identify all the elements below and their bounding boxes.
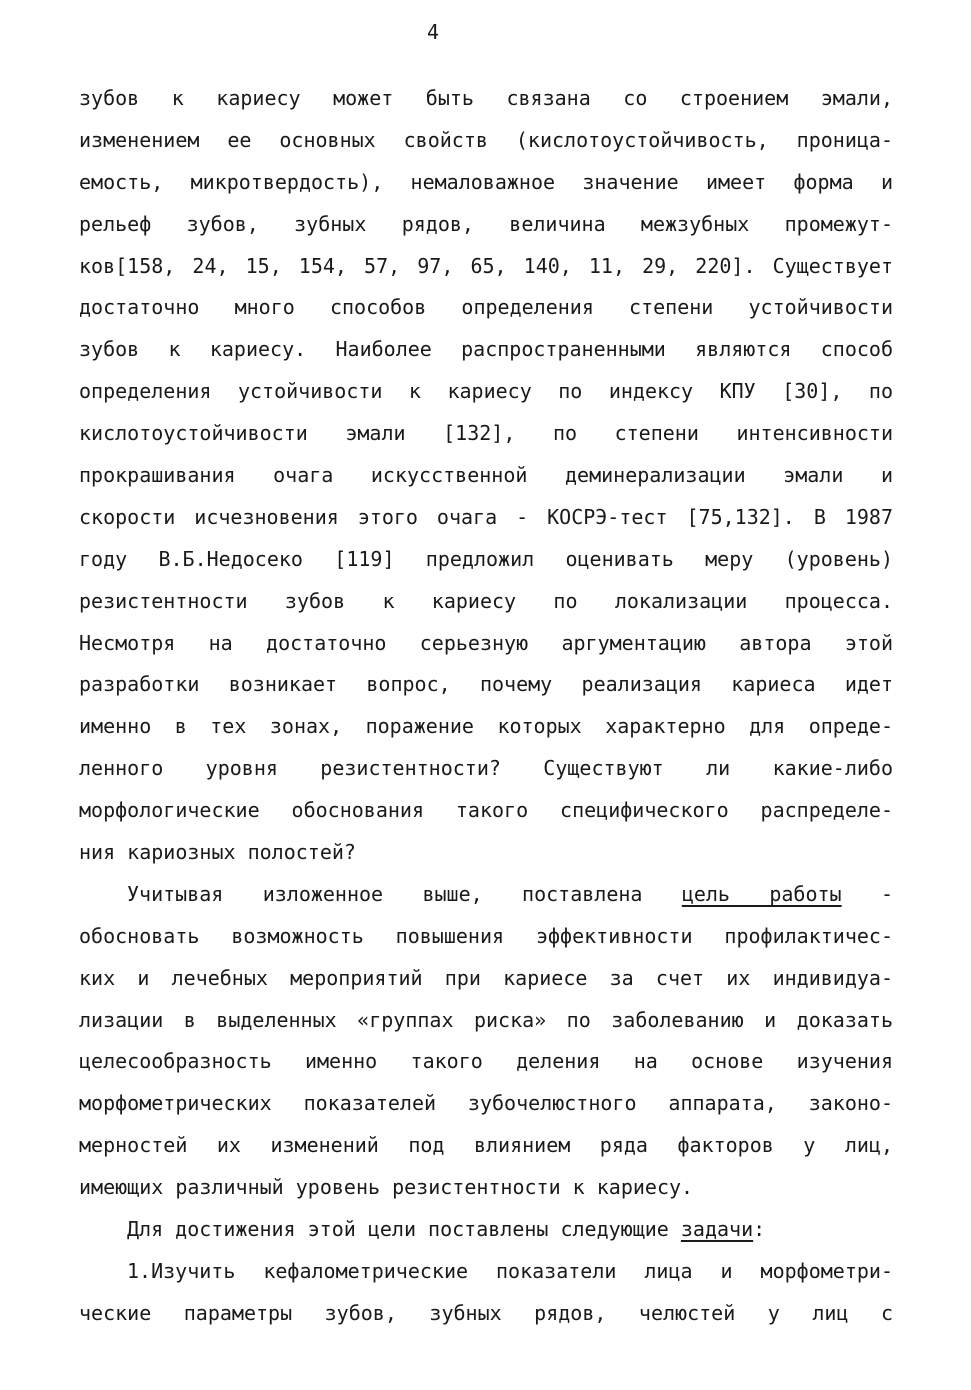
text-line: разработки возникает вопрос, почему реализация кариеса идет [79,672,893,697]
goal-paragraph-first-line [79,874,893,916]
tasks-intro [79,1209,893,1251]
text-line: ков[158, 24, 15, 154, 57, 97, 65, 140, 11, 29, 220]. Существует [79,253,893,278]
text-line: именно в тех зонах, поражение которых характерно для опреде- [79,714,893,739]
text-line: определения устойчивости к кариесу по индексу КПУ [30], по [79,379,893,404]
tasks-lead-text: Для достижения этой цели поставлены следующие [127,1217,681,1242]
text-line: прокрашивания очага искусственной деминерализации эмали и [79,463,893,488]
text-line: зубов к кариесу может быть связана со строением эмали, [79,86,893,110]
text-line: ленного уровня резистентности? Существуют ли какие-либо [79,756,893,781]
text-line: ких и лечебных мероприятий при кариесе за счет их индивидуа- [79,965,893,990]
body-text [79,78,893,1335]
text-line: мерностей их изменений под влиянием ряда факторов у лиц, [79,1133,893,1158]
text-line: достаточно много способов определения степени устойчивости [79,295,893,320]
tasks-term: задачи [680,1217,754,1242]
goal-lead-text: Учитывая изложенное выше, поставлена [127,881,643,906]
text-line: Несмотря на достаточно серьезную аргументацию автора этой [79,630,893,655]
text-line: резистентности зубов к кариесу по локализации процесса. [79,588,893,613]
task-item-1: 1.Изучить кефалометрические показатели лица и морфометри- [127,1258,893,1283]
text-line: морфологические обоснования такого специфического распределе- [79,798,893,823]
text-line: ния кариозных полостей? [79,840,356,865]
text-line: скорости исчезновения этого очага - КОСРЭ-тест [75,132]. В 1987 [79,504,893,529]
goal-dash: - [880,881,893,906]
text-line: емость, микротвердость), немаловажное значение имеет форма и [79,169,893,194]
text-line: рельеф зубов, зубных рядов, величина межзубных промежут- [79,211,893,236]
text-line: целесообразность именно такого деления на основе изучения [79,1049,893,1074]
text-line: изменением ее основных свойств (кислотоустойчивость, проница- [79,127,893,152]
tasks-colon: : [753,1217,766,1242]
page-number: 4 [426,20,440,44]
text-line: году В.Б.Недосеко [119] предложил оценивать меру (уровень) [79,546,893,571]
text-line: ческие параметры зубов, зубных рядов, челюстей у лиц с [79,1300,893,1325]
text-line: кислотоустойчивости эмали [132], по степени интенсивности [79,421,893,446]
text-line: зубов к кариесу. Наиболее распространенными являются способ [79,337,893,362]
text-line: имеющих различный уровень резистентности к кариесу. [79,1175,694,1200]
text-line: морфометрических показателей зубочелюстного аппарата, законо- [79,1091,893,1116]
goal-term: цель работы [681,881,842,906]
text-line: обосновать возможность повышения эффективности профилактичес- [79,923,893,948]
text-line: лизации в выделенных «группах риска» по заболеванию и доказать [79,1007,893,1032]
